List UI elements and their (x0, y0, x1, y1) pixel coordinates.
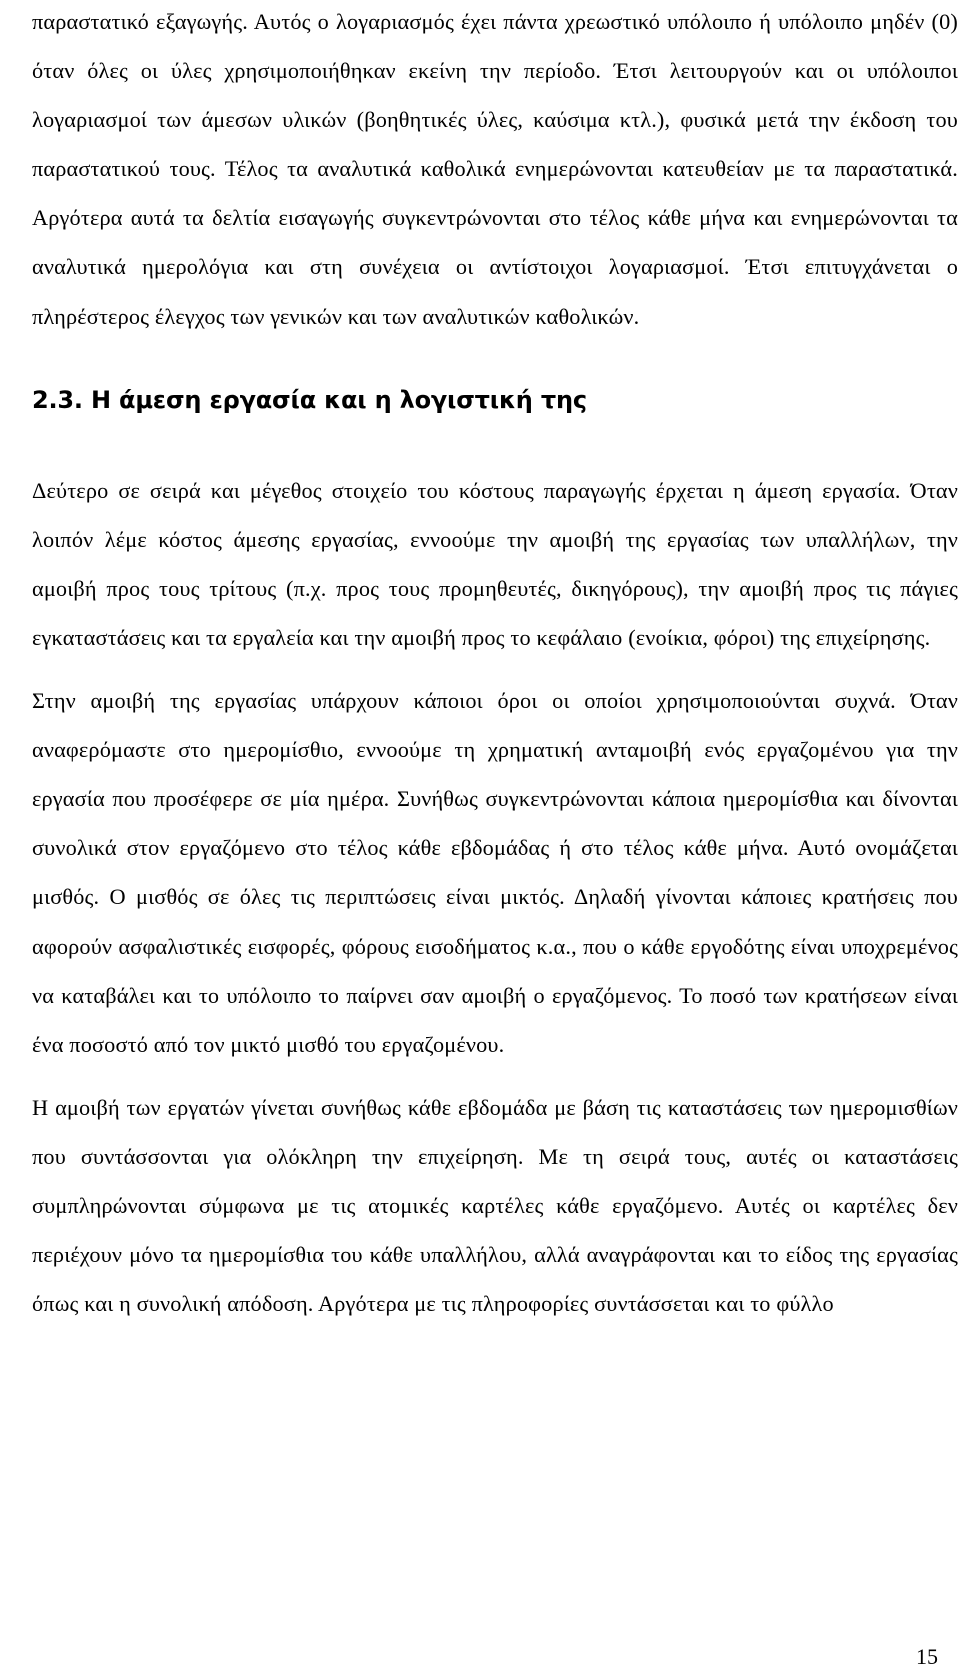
paragraph-direct-labor-definition: Δεύτερο σε σειρά και μέγεθος στοιχείο του κόστους παραγωγής έρχεται η άμεση εργασία. Όταν λοιπόν λέμε κόστος άμεσης εργασίας, εννοούμε την αμοιβή της εργασίας των υπαλλήλων, την αμοιβή προς τους τρίτους (π.χ. προς τους προμηθευτές, δικηγόρους), την αμοιβή προς τις πάγιες εγκαταστάσεις και τα εργαλεία και την αμοιβή προς το κεφάλαιο (ενοίκια, φόροι) της επιχείρησης. (32, 477, 958, 650)
page-number: 15 (916, 1644, 938, 1669)
section-heading: 2.3. Η άμεση εργασία και η λογιστική της (32, 385, 587, 414)
page-content (32, 0, 958, 1328)
paragraph-raw-materials-accounts: παραστατικό εξαγωγής. Αυτός ο λογαριασμός έχει πάντα χρεωστικό υπόλοιπο ή υπόλοιπο μηδέν (0) όταν όλες οι ύλες χρησιμοποιήθηκαν εκείνη την περίοδο. Έτσι λειτουργούν και οι υπόλοιποι λογαριασμοί των άμεσων υλικών (βοηθητικές ύλες, καύσιμα κτλ.), φυσικά μετά την έκδοση του παραστατικού τους. Τέλος τα αναλυτικά καθολικά ενημερώνονται κατευθείαν με τα παραστατικά. Αργότερα αυτά τα δελτία εισαγωγής συγκεντρώνονται στο τέλος κάθε μήνα και ενημερώνονται τα αναλυτικά ημερολόγια και στη συνέχεια οι αντίστοιχοι λογαριασμοί. Έτσι επιτυγχάνεται ο πληρέστερος έλεγχος των γενικών και των αναλυτικών καθολικών. (32, 9, 958, 329)
paragraph-wage-terms: Στην αμοιβή της εργασίας υπάρχουν κάποιοι όροι οι οποίοι χρησιμοποιούνται συχνά. Όταν αναφερόμαστε στο ημερομίσθιο, εννοούμε τη χρηματική ανταμοιβή ενός εργαζομένου για την εργασία που προσέφερε σε μία ημέρα. Συνήθως συγκεντρώνονται κάποια ημερομίσθια και δίνονται συνολικά στον εργαζόμενο στο τέλος κάθε εβδομάδας ή στο τέλος κάθε μήνα. Αυτό ονομάζεται μισθός. Ο μισθός σε όλες τις περιπτώσεις είναι μικτός. Δηλαδή γίνονται κάποιες κρατήσεις που αφορούν ασφαλιστικές εισφορές, φόρους εισοδήματος κ.α., που ο κάθε εργοδότης είναι υποχρεμένος να καταβάλει και το υπόλοιπο το παίρνει σαν αμοιβή ο εργαζόμενος. Το ποσό των κρατήσεων είναι ένα ποσοστό από τον μικτό μισθό του εργαζομένου. (32, 688, 958, 1057)
paragraph-payroll-process: Η αμοιβή των εργατών γίνεται συνήθως κάθε εβδομάδα με βάση τις καταστάσεις των ημερομισθίων που συντάσσονται για ολόκληρη την επιχείρηση. Με τη σειρά τους, αυτές οι καταστάσεις συμπληρώνονται σύμφωνα με τις ατομικές καρτέλες κάθε εργαζόμενο. Αυτές οι καρτέλες δεν περιέχουν μόνο τα ημερομίσθια του κάθε υπαλλήλου, αλλά αναγράφονται και το είδος της εργασίας όπως και η συνολική απόδοση. Αργότερα με τις πληροφορίες συντάσσεται και το φύλλο (32, 1094, 958, 1317)
